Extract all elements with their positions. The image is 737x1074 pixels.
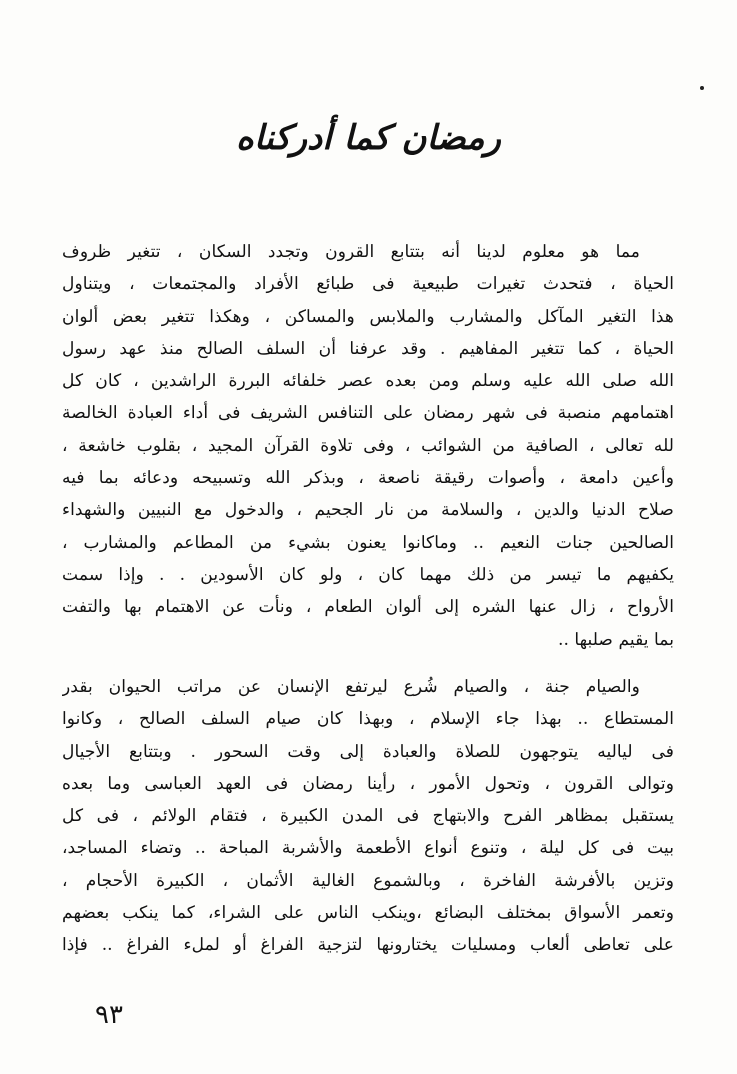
text-line: الحياة ، فتحدث تغيرات طبيعية فى طبائع الأفراد والمجتمعات ، ويتناول <box>62 274 674 295</box>
text-line: هذا التغير المآكل والمشارب والملابس والمساكن ، وهكذا تتغير بعض ألوان <box>62 306 674 327</box>
paragraph-2 <box>62 671 674 962</box>
text-line: لله تعالى ، الصافية من الشوائب ، وفى تلاوة القرآن المجيد ، بقلوب خاشعة ، <box>62 435 674 456</box>
text-line: الأرواح ، زال عنها الشره إلى ألوان الطعام ، ونأت عن الاهتمام بها والتفت <box>62 597 674 618</box>
text-line: والصيام جنة ، والصيام شُرع ليرتفع الإنسان عن مراتب الحيوان بقدر <box>62 677 640 697</box>
text-line: فى لياليه يتوجهون للصلاة والعبادة إلى وقت السحور . وبتتابع الأجيال <box>62 741 674 762</box>
text-line: الحياة ، كما تتغير المفاهيم . وقد عرفنا أن السلف الصالح منذ عهد رسول <box>62 338 674 359</box>
text-line: مما هو معلوم لدينا أنه بتتابع القرون وتجدد السكان ، تتغير ظروف <box>62 242 640 262</box>
page-number: ٩٣ <box>95 1000 123 1030</box>
text-line: وتوالى القرون ، وتحول الأمور ، رأينا رمضان فى العهد العباسى وما بعده <box>62 773 674 794</box>
text-line: الله صلى الله عليه وسلم ومن بعده عصر خلفائه البررة الراشدين ، كان كل <box>62 371 674 392</box>
text-line: يكفيهم ما تيسر من ذلك مهما كان ، ولو كان الأسودين . . وإذا سمت <box>62 564 674 585</box>
chapter-title: رمضان كما أدركناه <box>236 118 501 158</box>
text-line: صلاح الدنيا والدين ، والسلامة من نار الجحيم ، والدخول مع النبيين والشهداء <box>62 500 674 521</box>
text-line: المستطاع .. بهذا جاء الإسلام ، وبهذا كان صيام السلف الصالح ، وكانوا <box>62 709 674 730</box>
paragraph-1 <box>62 236 674 656</box>
text-line: على تعاطى ألعاب ومسليات يختارونها لتزجية الفراغ أو لملء الفراغ .. فإذا <box>62 935 674 956</box>
ink-dot <box>700 86 704 90</box>
text-line: يستقبل بمظاهر الفرح والابتهاج فى المدن الكبيرة ، فتقام الولائم ، فى كل <box>62 806 674 827</box>
text-line: بما يقيم صلبها .. <box>557 629 674 650</box>
text-line: بيت فى كل ليلة ، وتنوع أنواع الأطعمة والأشربة المباحة .. وتضاء المساجد، <box>62 838 674 859</box>
text-line: اهتمامهم منصبة فى شهر رمضان على التنافس الشريف فى أداء العبادة الخالصة <box>62 403 674 424</box>
text-line: وأعين دامعة ، وأصوات رقيقة ناصعة ، وبذكر الله وتسبيحه ودعائه بما فيه <box>62 468 674 489</box>
text-line: وتعمر الأسواق بمختلف البضائع ،وينكب الناس على الشراء، كما ينكب بعضهم <box>62 903 674 924</box>
text-line: الصالحين جنات النعيم .. وماكانوا يعنون بشيء من المطاعم والمشارب ، <box>62 532 674 553</box>
text-line: وتزين بالأفرشة الفاخرة ، وبالشموع الغالية الأثمان ، الكبيرة الأحجام ، <box>62 870 674 891</box>
